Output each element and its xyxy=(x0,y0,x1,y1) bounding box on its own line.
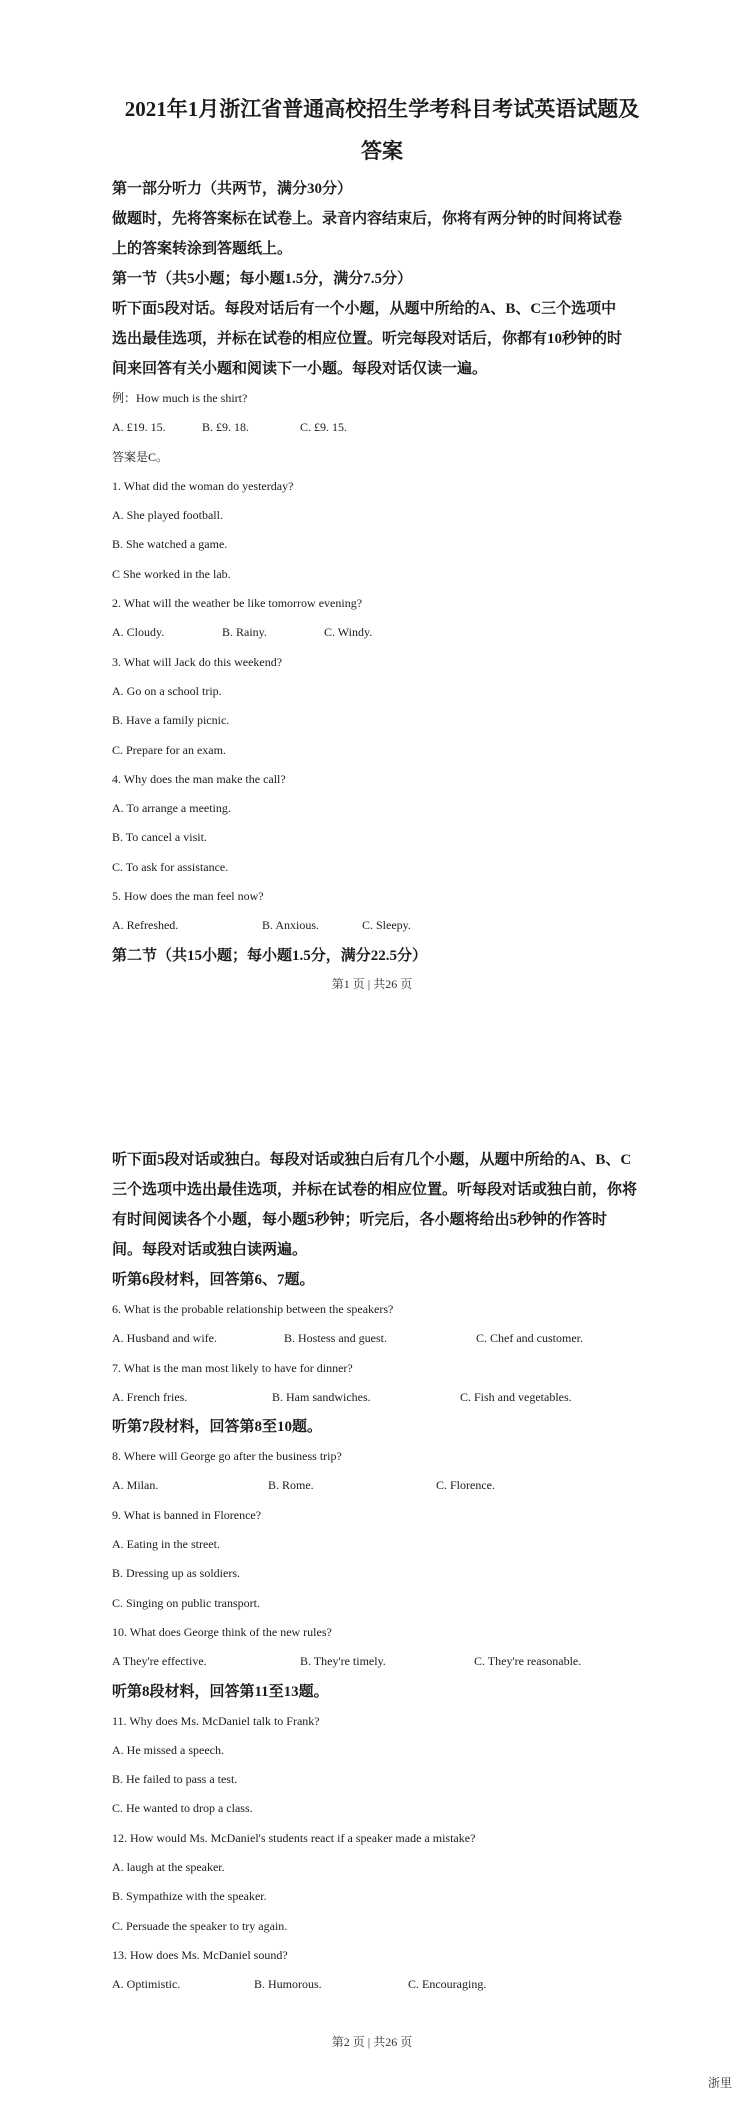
option-b: B. Ham sandwiches. xyxy=(272,1389,371,1404)
instruction-line: 间。每段对话或独白读两遍。 xyxy=(112,1242,308,1258)
page-2-content xyxy=(112,1145,652,2000)
options-row xyxy=(112,1383,652,1412)
option-c: C. Persuade the speaker to try again. xyxy=(112,1918,288,1933)
option-a: A. Milan. xyxy=(112,1478,159,1493)
instruction-line: 做题时，先将答案标在试卷上。录音内容结束后，你将有两分钟的时间将试卷 xyxy=(112,211,623,227)
option-b: B. Hostess and guest. xyxy=(284,1331,387,1346)
question: 4. Why does the man make the call? xyxy=(112,771,286,786)
question: 13. How does Ms. McDaniel sound? xyxy=(112,1947,288,1962)
option-a: A. Go on a school trip. xyxy=(112,683,222,698)
instruction-line: 选出最佳选项，并标在试卷的相应位置。听完每段对话后，你都有10秒钟的时 xyxy=(112,331,623,347)
option-c: C She worked in the lab. xyxy=(112,566,231,581)
material-8-heading: 听第8段材料，回答第11至13题。 xyxy=(112,1683,329,1700)
options-row xyxy=(112,1647,652,1676)
option-a: A. Cloudy. xyxy=(112,625,165,640)
option-b: B. To cancel a visit. xyxy=(112,830,207,845)
example-question: 例：How much is the shirt? xyxy=(112,391,248,405)
option-c: C. He wanted to drop a class. xyxy=(112,1801,253,1816)
option-a: A. £19. 15. xyxy=(112,420,166,435)
material-7-heading: 听第7段材料，回答第8至10题。 xyxy=(112,1419,323,1436)
instruction-line: 听下面5段对话。每段对话后有一个小题，从题中所给的A、B、C三个选项中 xyxy=(112,301,617,317)
option-c: C. Encouraging. xyxy=(408,1977,487,1992)
instruction-line: 间来回答有关小题和阅读下一小题。每段对话仅读一遍。 xyxy=(112,361,488,377)
option-a: A. Husband and wife. xyxy=(112,1331,217,1346)
options-row xyxy=(112,618,652,647)
option-b: B. They're timely. xyxy=(300,1654,386,1669)
example-answer: 答案是C。 xyxy=(112,449,169,464)
option-b: B. She watched a game. xyxy=(112,537,228,552)
question: 12. How would Ms. McDaniel's students react if a speaker made a mistake? xyxy=(112,1830,476,1845)
option-a: A. To arrange a meeting. xyxy=(112,801,231,816)
instruction-line: 上的答案转涂到答题纸上。 xyxy=(112,241,293,257)
option-b: B. Rome. xyxy=(268,1478,314,1493)
option-b: B. Anxious. xyxy=(262,918,320,933)
option-c: C. Sleepy. xyxy=(362,918,411,933)
options-row xyxy=(112,1324,652,1353)
option-b: B. Dressing up as soldiers. xyxy=(112,1566,240,1581)
page-1 xyxy=(0,0,744,1020)
option-b: B. £9. 18. xyxy=(202,420,250,435)
options-row xyxy=(112,1471,652,1500)
instruction-line: 三个选项中选出最佳选项，并标在试卷的相应位置。听每段对话或独白前，你将 xyxy=(112,1182,638,1198)
question: 3. What will Jack do this weekend? xyxy=(112,654,283,669)
option-b: B. Sympathize with the speaker. xyxy=(112,1889,267,1904)
option-b: B. He failed to pass a test. xyxy=(112,1772,238,1787)
options-row xyxy=(112,911,652,940)
option-b: B. Humorous. xyxy=(254,1977,322,1992)
material-6-heading: 听第6段材料，回答第6、7题。 xyxy=(112,1272,315,1288)
option-c: C. Fish and vegetables. xyxy=(460,1389,572,1404)
example-options xyxy=(112,413,652,442)
question: 5. How does the man feel now? xyxy=(112,889,264,904)
option-c: C. They're reasonable. xyxy=(474,1654,582,1669)
option-a: A. laugh at the speaker. xyxy=(112,1860,225,1875)
option-c: C. Florence. xyxy=(436,1478,495,1493)
question: 11. Why does Ms. McDaniel talk to Frank? xyxy=(112,1713,320,1728)
instruction-line: 有时间阅读各个小题，每小题5秒钟；听完后，各小题将给出5秒钟的作答时 xyxy=(112,1212,608,1228)
question: 10. What does George think of the new rules? xyxy=(112,1624,332,1639)
question: 8. Where will George go after the business trip? xyxy=(112,1449,342,1464)
question: 9. What is banned in Florence? xyxy=(112,1507,262,1522)
option-c: C. £9. 15. xyxy=(300,420,348,435)
option-a: A They're effective. xyxy=(112,1654,207,1669)
doc-title-line1: 2021年1月浙江省普通高校招生学考科目考试英语试题及 xyxy=(124,97,640,121)
question: 7. What is the man most likely to have for dinner? xyxy=(112,1360,353,1375)
option-b: B. Rainy. xyxy=(222,625,267,640)
option-c: C. Windy. xyxy=(324,625,373,640)
doc-title-line2: 答案 xyxy=(361,139,403,163)
question: 6. What is the probable relationship between the speakers? xyxy=(112,1302,394,1316)
section1-heading: 第一节（共5小题；每小题1.5分，满分7.5分） xyxy=(112,271,413,287)
instruction-line: 听下面5段对话或独白。每段对话或独白后有几个小题，从题中所给的A、B、C xyxy=(112,1152,632,1168)
option-b: B. Have a family picnic. xyxy=(112,713,230,728)
options-row xyxy=(112,1970,652,1999)
option-c: C. Singing on public transport. xyxy=(112,1595,260,1610)
part1-heading: 第一部分听力（共两节，满分30分） xyxy=(112,181,353,197)
option-a: A. She played football. xyxy=(112,508,223,523)
page-1-content xyxy=(112,92,652,971)
question: 2. What will the weather be like tomorrow evening? xyxy=(112,596,363,611)
option-a: A. Eating in the street. xyxy=(112,1537,220,1552)
option-a: A. French fries. xyxy=(112,1389,188,1404)
page-footer: 第2 页 | 共26 页 xyxy=(331,2035,413,2049)
question: 1. What did the woman do yesterday? xyxy=(112,478,294,493)
option-a: A. He missed a speech. xyxy=(112,1742,224,1757)
option-a: A. Optimistic. xyxy=(112,1977,181,1992)
corner-watermark-text: 浙里 xyxy=(707,2076,732,2090)
option-c: C. To ask for assistance. xyxy=(112,859,229,874)
page-footer: 第1 页 | 共26 页 xyxy=(331,977,413,991)
option-a: A. Refreshed. xyxy=(112,918,179,933)
option-c: C. Chef and customer. xyxy=(476,1331,583,1346)
page-2 xyxy=(0,1020,744,2080)
section2-heading: 第二节（共15小题；每小题1.5分，满分22.5分） xyxy=(112,947,428,964)
option-c: C. Prepare for an exam. xyxy=(112,742,226,757)
